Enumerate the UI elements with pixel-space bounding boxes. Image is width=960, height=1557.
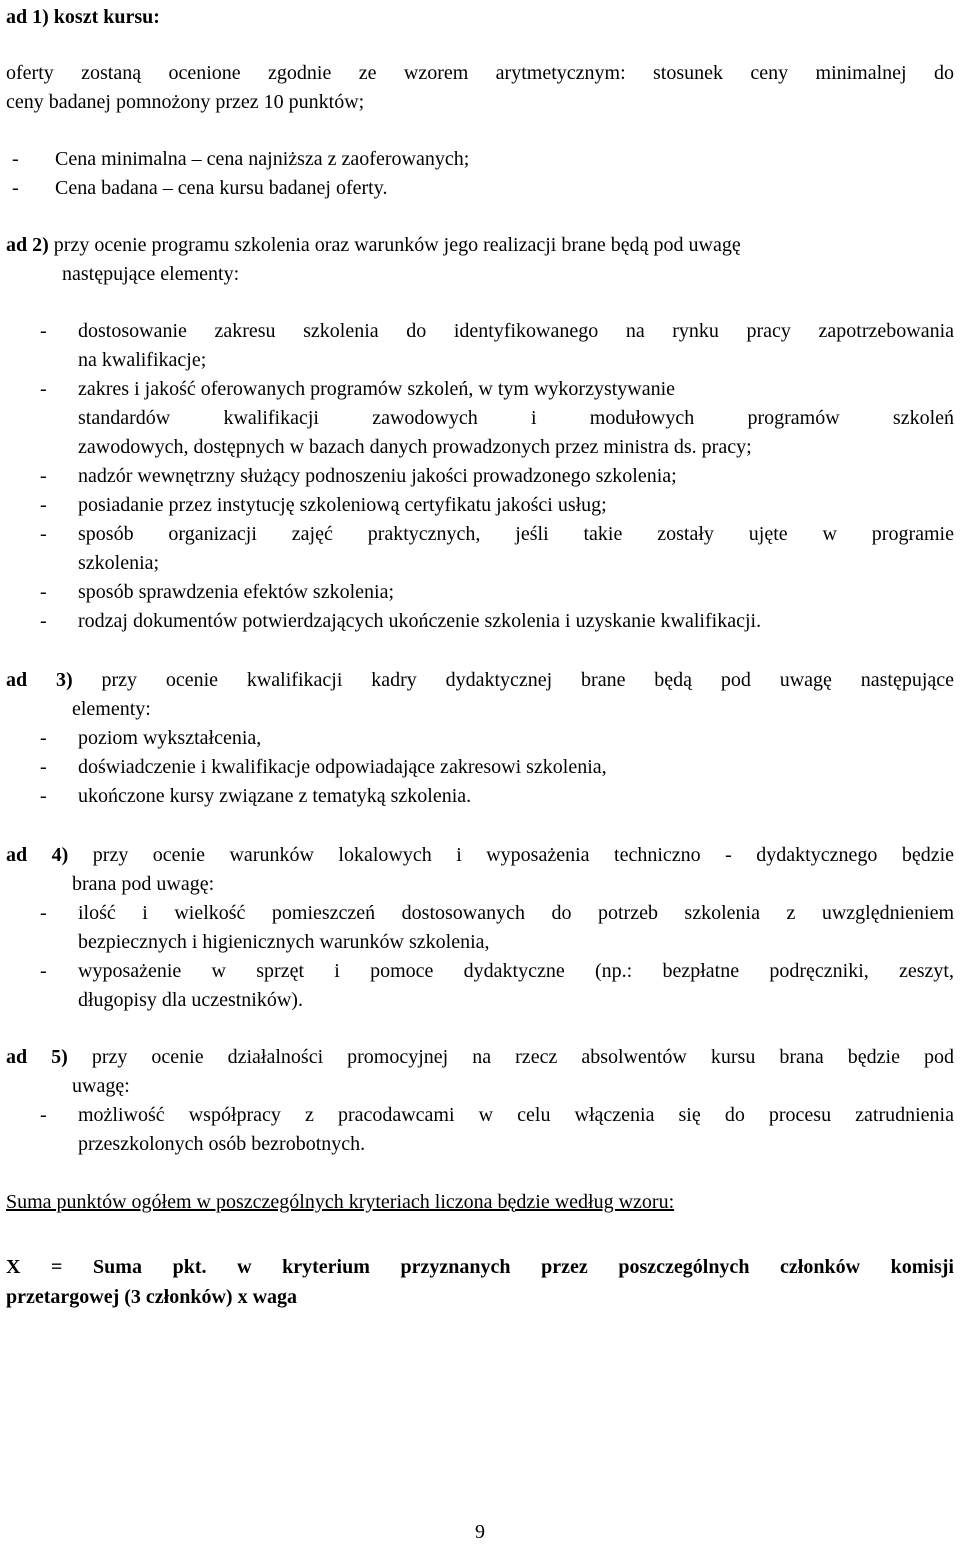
list-item: Cena badana – cena kursu badanej oferty. <box>55 177 388 199</box>
list-item: dostosowanie zakresu szkolenia do identyfikowanego na rynku pracy zapotrzebowania <box>78 320 954 342</box>
section-label: ad 3) <box>6 669 73 691</box>
list-item: na kwalifikacje; <box>78 349 207 371</box>
list-dash: - <box>40 523 47 545</box>
list-dash: - <box>40 581 47 603</box>
paragraph-line: następujące elementy: <box>62 263 240 285</box>
list-item: doświadczenie i kwalifikacje odpowiadające zakresowi szkolenia, <box>78 756 607 778</box>
list-item: zawodowych, dostępnych w bazach danych prowadzonych przez ministra ds. pracy; <box>78 436 752 458</box>
section-intro: przy ocenie kwalifikacji kadry dydaktycznej brane będą pod uwagę następujące <box>101 669 955 691</box>
list-dash: - <box>40 785 47 807</box>
list-item: wyposażenie w sprzęt i pomoce dydaktyczne (np.: bezpłatne podręczniki, zeszyt, <box>78 960 954 982</box>
list-item: Cena minimalna – cena najniższa z zaoferowanych; <box>55 148 470 170</box>
list-dash: - <box>40 727 47 749</box>
paragraph-line: elementy: <box>72 698 151 720</box>
heading-ad3 <box>6 668 954 692</box>
paragraph-line: brana pod uwagę: <box>72 873 215 895</box>
heading-ad2 <box>6 233 954 257</box>
list-item: długopisy dla uczestników). <box>78 989 303 1011</box>
section-label: ad 2) <box>6 234 49 256</box>
list-dash: - <box>40 610 47 632</box>
section-label: ad 4) <box>6 844 69 866</box>
section-intro: przy ocenie działalności promocyjnej na rzecz absolwentów kursu brana będzie pod <box>91 1046 955 1068</box>
list-dash: - <box>40 320 47 342</box>
list-item: posiadanie przez instytucję szkoleniową certyfikatu jakości usług; <box>78 494 607 516</box>
list-item: sposób organizacji zajęć praktycznych, jeśli takie zostały ujęte w programie <box>78 523 954 545</box>
list-item: nadzór wewnętrzny służący podnoszeniu jakości prowadzonego szkolenia; <box>78 465 677 487</box>
heading-ad1: ad 1) koszt kursu: <box>6 6 160 28</box>
list-item: standardów kwalifikacji zawodowych i modułowych programów szkoleń <box>78 407 954 429</box>
list-dash: - <box>40 1104 47 1126</box>
heading-ad5 <box>6 1045 954 1069</box>
list-dash: - <box>40 378 47 400</box>
list-dash: - <box>40 756 47 778</box>
section-label: ad 5) <box>6 1046 68 1068</box>
list-item: zakres i jakość oferowanych programów szkoleń, w tym wykorzystywanie <box>78 378 676 400</box>
section-intro: przy ocenie programu szkolenia oraz warunków jego realizacji brane będą pod uwagę <box>53 234 741 256</box>
list-dash: - <box>12 148 19 170</box>
summary-line <box>6 1190 954 1214</box>
heading-ad4 <box>6 843 954 867</box>
list-item: ukończone kursy związane z tematyką szkolenia. <box>78 785 472 807</box>
summary-text: Suma punktów ogółem w poszczególnych kryteriach liczona będzie według wzoru: <box>6 1191 675 1213</box>
list-item: przeszkolonych osób bezrobotnych. <box>78 1133 366 1155</box>
list-dash: - <box>12 177 19 199</box>
paragraph-line: uwagę: <box>72 1075 130 1097</box>
list-item: ilość i wielkość pomieszczeń dostosowanych do potrzeb szkolenia z uwzględnieniem <box>78 902 954 924</box>
list-item: poziom wykształcenia, <box>78 727 262 749</box>
list-dash: - <box>40 960 47 982</box>
page-number: 9 <box>475 1521 485 1543</box>
list-item: rodzaj dokumentów potwierdzających ukończenie szkolenia i uzyskanie kwalifikacji. <box>78 610 762 632</box>
list-item: bezpiecznych i higienicznych warunków szkolenia, <box>78 931 490 953</box>
list-dash: - <box>40 494 47 516</box>
list-item: możliwość współpracy z pracodawcami w celu włączenia się do procesu zatrudnienia <box>78 1104 954 1126</box>
list-dash: - <box>40 902 47 924</box>
formula-line: przetargowej (3 członków) x waga <box>6 1286 298 1308</box>
list-item: szkolenia; <box>78 552 160 574</box>
paragraph-line: oferty zostaną ocenione zgodnie ze wzorem arytmetycznym: stosunek ceny minimalnej do <box>6 62 954 84</box>
list-dash: - <box>40 465 47 487</box>
section-intro: przy ocenie warunków lokalowych i wyposażenia techniczno - dydaktycznego będzie <box>92 844 955 866</box>
paragraph-line: ceny badanej pomnożony przez 10 punktów; <box>6 91 365 113</box>
formula-line: X = Suma pkt. w kryterium przyznanych przez poszczególnych członków komisji <box>6 1256 954 1278</box>
list-item: sposób sprawdzenia efektów szkolenia; <box>78 581 395 603</box>
